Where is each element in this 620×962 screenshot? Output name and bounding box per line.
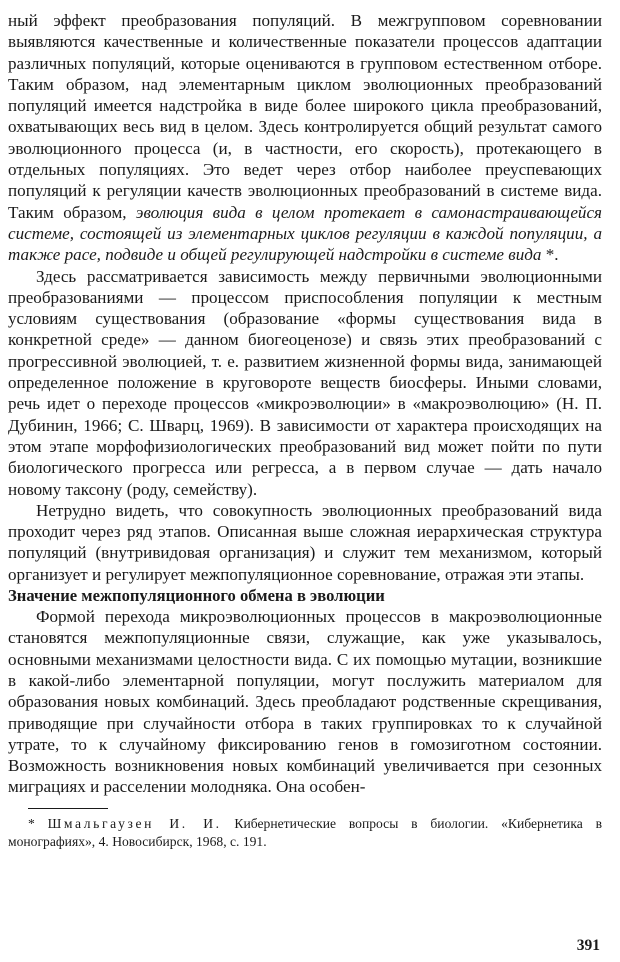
paragraph-1-text: ный эффект преобразования популяций. В межгрупповом соревновании выявляются качественные и количественные показатели процессов адаптации различных популяций, которые оцениваются в групповом естественном отборе. Таким образом, над элементарным циклом эволюционных преобразований популяций имеется надстройка в виде более широкого цикла преобразований, охватывающих весь вид в целом. Здесь контролируется общий результат самого эволюционного процесса (и, в частности, его скорость), протекающего в отдельных популяциях. Это ведет через отбор наиболее преуспевающих популяций к регуляции качеств эволюционных преобразований в системе вида. Таким образом, — [8, 11, 602, 222]
paragraph-2: Здесь рассматривается зависимость между первичными эволюционными преобразованиями — процессом приспособления популяции к местным условиям существования (образование «формы существования вида в конкретной среде» — данном биогеоценозе) и связь этих преобразований с прогрессивной эволюцией, т. е. развитием жизненной формы вида, занимающей определенное положение в круговороте веществ биосферы. Иными словами, речь идет о переходе процессов «микроэволюции» в «макроэволюцию» (Н. П. Дубинин, 1966; С. Шварц, 1969). В зависимости от характера происходящих на этом этапе морфофизиологических преобразований вид может пойти по пути биологического прогресса или регресса, а в первом случае — дать начало новому таксону (роду, семейству). — [8, 266, 602, 499]
paragraph-1-italic-text: эволюция вида в целом протекает в самонастраивающейся системе, состоящей из элементарных циклов регуляции в каждой популяции, а также расе, подвиде и общей регулирующей надстройки в системе вида — [8, 202, 602, 265]
footnote-author: Шмальгаузен И. И. — [47, 815, 222, 831]
page-number: 391 — [576, 936, 600, 954]
footnote-reference: *. — [541, 245, 559, 265]
footnote-divider — [28, 808, 108, 809]
footnote-marker: * — [28, 815, 48, 831]
paragraph-3: Нетрудно видеть, что совокупность эволюционных преобразований вида проходит через ряд этапов. Описанная выше сложная иерархическая структура популяций (внутривидовая организация) и служит тем механизмом, который организует и регулирует межпопуляционное соревнование, отражая эти этапы. — [8, 500, 602, 584]
paragraph-1 — [8, 10, 602, 266]
footnote — [8, 815, 602, 851]
section-heading: Значение межпопуляционного обмена в эволюции — [8, 586, 385, 606]
footnote-text: Кибернетические вопросы в биологии. «Кибернетика в монографиях», 4. Новосибирск, 1968, с. 191. — [8, 815, 602, 849]
paragraph-4: Формой перехода микроэволюционных процессов в макроэволюционные становятся межпопуляционные связи, служащие, как уже указывалось, основными механизмами целостности вида. С их помощью мутации, возникшие в какой-либо элементарной популяции, могут послужить материалом для образования новых комбинаций. Здесь преобладают родственные скрещивания, приводящие при случайности отбора в таких группировках то к случайной утрате, то к случайному фиксированию генов в гомозиготном состоянии. Возможность возникновения новых комбинаций увеличивается при сезонных миграциях и расселении молодняка. Она особен- — [8, 607, 602, 797]
